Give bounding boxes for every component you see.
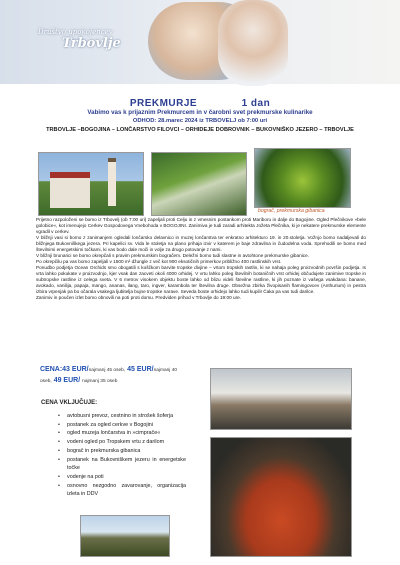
society-logo [38,28,121,51]
list-item: • postanek za ogled cerkve v Bogojini [58,421,186,430]
church-tower [108,158,116,206]
couple-photo-right [218,0,288,86]
price-2-note-cont: oseb, [40,379,52,384]
price-3: 49 EUR/ [51,377,81,384]
list-item: • postanek na Bukovniškem jezeru in energetske točke [58,456,186,473]
food-caption: bograč, prekmurska gibanica [258,208,325,214]
church-building [50,172,90,208]
village-house-photo [80,515,170,557]
trip-subtitle: Vabimo vas k prijaznim Prekmurcem in v čarobni svet prekmurske kulinarike [87,109,313,116]
list-item: • osnovno nezgodno zavarovanje, organizacija izleta in DDV [58,482,186,499]
society-name-line2: Trbovlje [62,36,121,51]
price-1-note: najmanj 45 oseb, [88,368,126,373]
included-list [58,412,186,499]
route-line: TRBOVLJE –BOGOJINA – LONČARSTVO FILOVCI – ORHIDEJE DOBROVNIK – BUKOVNIŠKO JEZERO – TRBOVLJE [46,127,354,133]
paragraph: Zanimiv in poučen izlet bomo obnovili na poti proti domu. Predviden prihod v Trbovlje do 19:00 ure. [36,295,242,300]
paragraph: V bližnji vasi si bomo z zanimanjem ogledali lončarsko delavnico in muzej lončarstva ter enkratno arhitekturo 19. in 20.stoletja. Vožnjo bomo nadaljevali do bližnjega Bukovniškega jezera. Pri kapelici sv. Vida le stoletja na plano prihaja izvir v katerem je baje zdravilna in čudodelna voda. Sprehodili se bomo med številnimi energetskimi točkami, ki vas bodo dale moči in volje za drugo potovanje z nami. [36,235,366,252]
list-item: • vodeni ogled po Tropskem vrtu z darilom [58,438,186,447]
society-name-line1: Društvo upokojencev [38,28,113,36]
paragraph: Prijetno razpoloženi se bomo iz Trbovelj (ob 7:00 uri) zapeljali proti Celju in z vmesnim postankom proti Mariboru in dalje do Bogojine. Ogled Plečnikove »bele golobice«, kot imenujejo Cerkev Gospodovega Vnebohoda v BOGOJINI. Zanimiva je tudi zaradi arhitekta Jožeta Plečnika, ki je nekatere prekmurske elemente vgradil v cerkev. [36,217,366,234]
price-1: CENA:43 EUR/ [40,366,89,373]
price-2: 45 EUR/ [125,366,154,373]
price-3-note: najmanj 35 oseb [82,379,118,384]
garden-photo [151,152,247,216]
lake-photo [210,368,352,430]
paragraph: Ponudbo podjetja Ocean Orchids smo obogatili s koščkom barvite tropske divjine – vrtom tropskih rastlin, ki se nahaja poleg proizvodnih površin podjetja. Is vrta lahko pokukate v proizvodnjo, kjer vsak dan zacveti okoli 4000 orhidej. V vrtu lahko poleg številnih botaničnih vrst orhidej občudujete zanimive tropske in subtropske rastline iz celega sveta. V 6 metrov visokem objektu boste lahko od blizu videli številne rastline, ki jih poznate iz vašega vsakdana: banane, avokado, vanilija, papaja, mango, ananas, ilang, taro, ingver, karambola ter številna druge. Obsežna zbirka živopisanih flamingovcev (Anthurium) in pestra izbira vrpenjak pa bo očarala vsakega ljubitelja bujne tropske narave. Seveda boste orhidejo lahko tudi kupili! Čaka pa vas tudi darilce. [36,265,366,294]
price-block [40,365,210,387]
departure-info: ODHOD: 28.marec 2024 iz TRBOVELJ ob 7:00 uri [132,118,268,124]
trip-description [36,217,366,301]
bograc-pot-photo [210,437,352,557]
trip-title: PREKMURJE [129,98,198,109]
price-2-note: najmanj 40 [153,368,178,373]
trip-duration: 1 dan [241,98,271,109]
paragraph: Po okrepčilu pa vas bomo zapeljali v 1500 m² džungle z več kot 900 eksotičnih primerkov približno 400 rastlinskih vrst. [36,259,282,264]
list-item: • vodenje na poti [58,473,186,482]
list-item: • ogled muzeja lončarstva in »cimprače« [58,429,186,438]
paragraph: V bližnji brunarici se bomo okrepčali s pravim prekmurskim bogračem. Deležni bomo tudi slastne in avtohtone prekmurske gibanice. [36,253,310,258]
banana-photo [254,148,351,208]
list-item: • avtobusni prevoz, cestnino in strošek šoferja [58,412,186,421]
included-heading: CENA VKLJUČUJE: [41,400,98,406]
list-item: • bograč in prekmurska gibanica [58,447,186,456]
